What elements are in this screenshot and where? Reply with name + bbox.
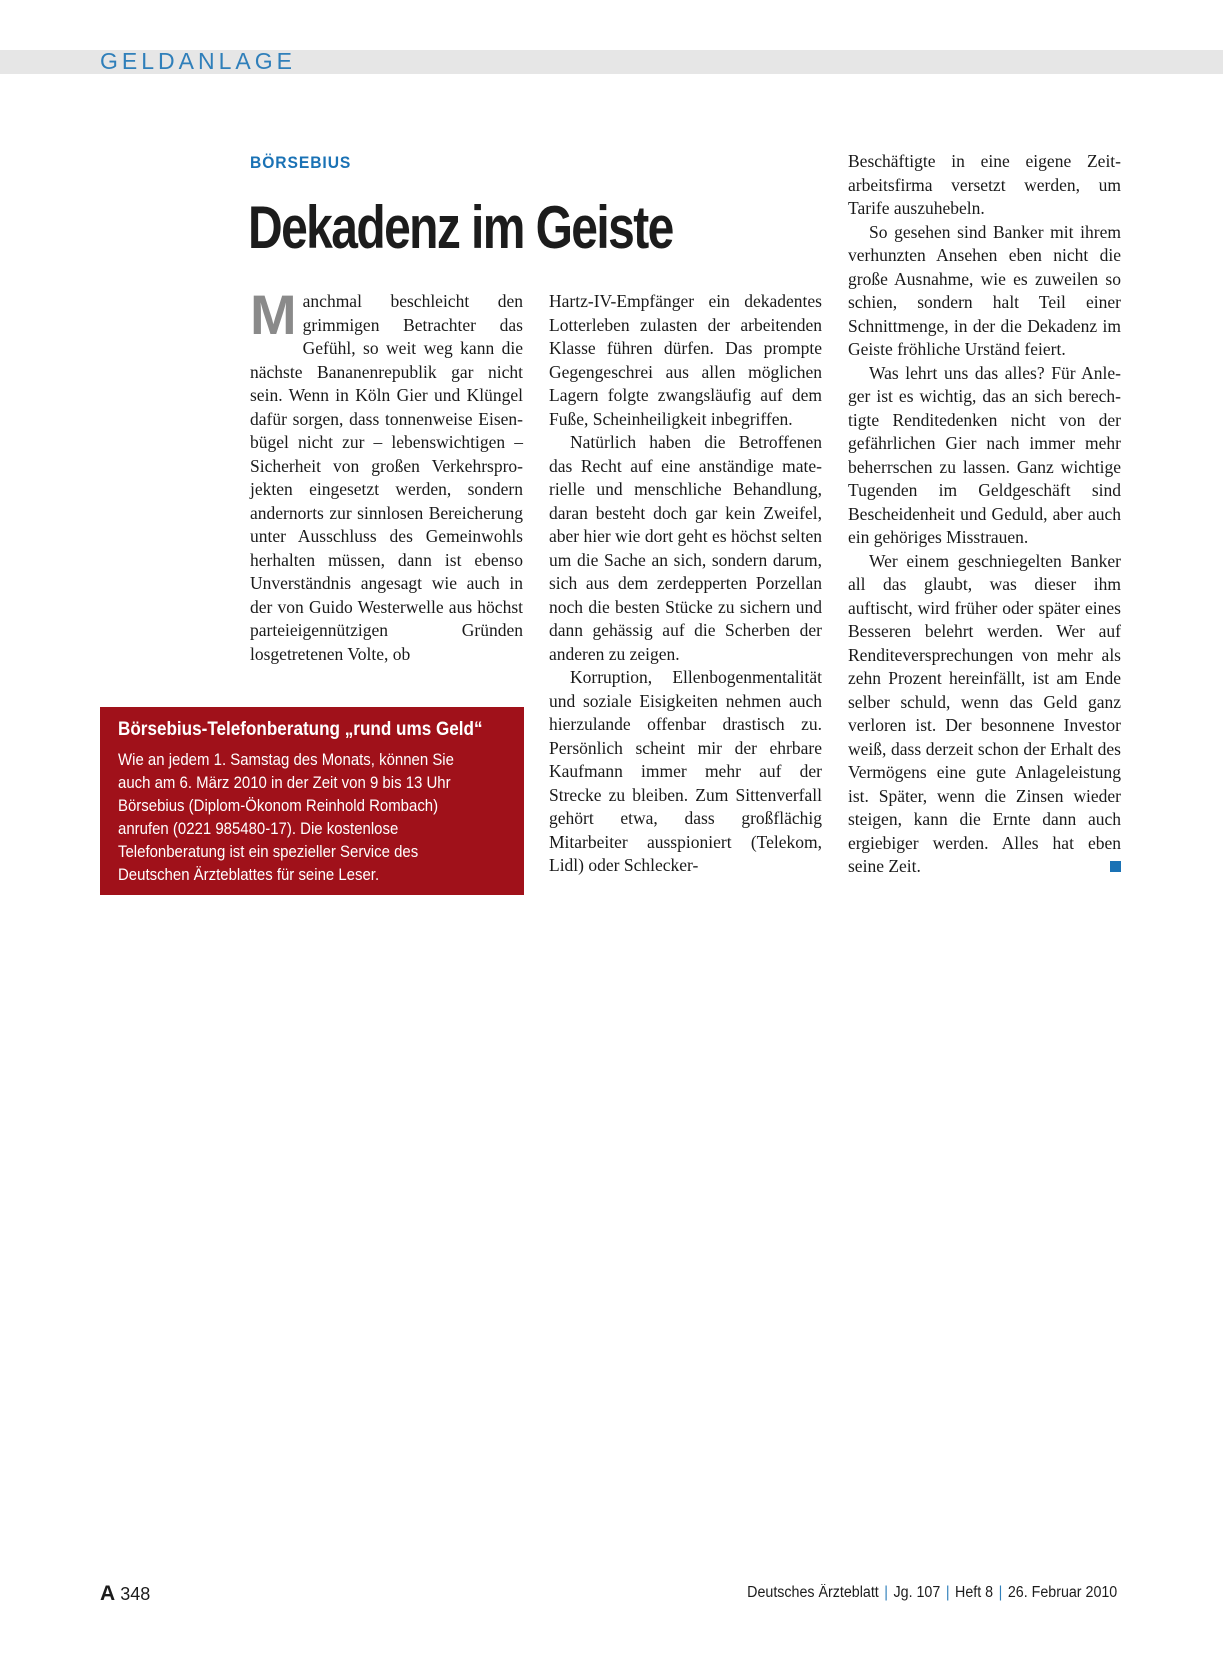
footer-citation — [747, 1584, 1117, 1602]
drop-cap: M — [250, 283, 297, 346]
paragraph — [250, 283, 523, 666]
end-mark-icon — [1110, 861, 1121, 872]
paragraph — [848, 550, 1121, 879]
article-column-3 — [848, 150, 1121, 879]
page-prefix: A — [100, 1582, 116, 1605]
paragraph-text: Wer einem geschniegelten Banker all das glaubt, was dieser ihm auftischt, wird früher oder später eines Besseren belehrt werden. Wer auf Renditeversprechungen von mehr als zehn Prozent hereinfällt, ist am Ende selber schuld, wenn das Geld ganz verloren ist. Der besonnene Investor weiß, dass derzeit schon der Erhalt des Vermögens eine gute Anlageleistung ist. Später, wenn die Zinsen wieder steigen, kann die Ernte dann auch ergiebiger werden. Alles hat eben seine Zeit. — [848, 550, 1121, 876]
article-column-1 — [250, 283, 523, 666]
paragraph: Korruption, Ellenbogenmentalität und soziale Eisigkeiten nehmen auch hierzulande offenbar drastisch zu. Persönlich scheint mir der ehrbare Kaufmann immer mehr auf der Strecke zu bleiben. Zum Sittenverfall gehört etwa, dass großflächig Mitarbeiter ausspioniert (Telekom, Lidl) oder Schlecker- — [549, 667, 822, 875]
separator: | — [998, 1584, 1003, 1601]
paragraph-text: anchmal beschleicht den grimmigen Betrachter das Gefühl, so weit weg kann die nächste Bananenrepublik gar nicht sein. Wenn in Köln Gier und Klüngel dafür sorgen, dass tonnenweise Eisenbügel nicht zur – lebenswichtigen – Sicherheit von großen Verkehrsprojekten eingesetzt werden, sondern andernorts zur sinnlosen Bereicherung unter Ausschluss des Gemeinwohls herhalten müssen, dann ist ebenso Unverständnis angesagt wie auch in der von Guido Westerwelle aus höchst parteieigennützigen Gründen losgetretenen Volte, ob — [250, 291, 523, 664]
article-title: Dekadenz im Geiste — [248, 194, 673, 261]
paragraph: Was lehrt uns das alles? Für Anleger ist es wichtig, das an sich berechtigte Renditedenken nicht von der gefährlichen Gier nach immer mehr beherrschen zu lassen. Ganz wichtige Tugenden im Geldgeschäft sind Bescheidenheit und Geduld, aber auch ein gehöriges Misstrauen. — [848, 362, 1121, 547]
page-number-value: 348 — [120, 1584, 151, 1604]
section-label: GELDANLAGE — [100, 48, 296, 74]
paragraph: Beschäftigte in eine eigene Zeitarbeitsfirma versetzt werden, um Tarife auszuhebeln. — [848, 151, 1121, 218]
journal-date: 26. Februar 2010 — [1007, 1584, 1117, 1601]
journal-volume: Jg. 107 — [893, 1584, 941, 1601]
journal-name: Deutsches Ärzteblatt — [746, 1584, 879, 1601]
article-kicker: BÖRSEBIUS — [250, 153, 352, 172]
info-box — [100, 707, 524, 895]
info-box-body: Wie an jedem 1. Samstag des Monats, können Sie auch am 6. März 2010 in der Zeit von 9 bis 13 Uhr Börsebius (Diplom-Ökonom Reinhold Rombach) anrufen (0221 985480-17). Die kostenlose Telefonberatung ist ein spezieller Service des Deutschen Ärzteblattes für seine Leser. — [118, 750, 454, 884]
journal-issue: Heft 8 — [954, 1584, 993, 1601]
article-column-2 — [549, 290, 822, 878]
page-number — [100, 1582, 150, 1606]
paragraph: Natürlich haben die Betroffenen das Recht auf eine anständige materielle und menschliche Behandlung, daran besteht doch gar kein Zweifel, aber hier wie dort geht es höchst selten um die Sache an sich, sondern darum, sich aus dem zerdepperten Porzellan noch die besten Stücke zu sichern und dann gehässig auf die Scherben der anderen zu zeigen. — [549, 432, 822, 664]
info-box-title: Börsebius-Telefonberatung „rund ums Geld“ — [118, 719, 483, 740]
separator: | — [945, 1584, 950, 1601]
separator: | — [884, 1584, 888, 1601]
paragraph: Hartz-IV-Empfänger ein dekadentes Lotterleben zulasten der arbeitenden Klasse führen dürfen. Das prompte Gegengeschrei aus allen möglichen Lagern folgte zwangsläufig auf dem Fuße, Scheinheiligkeit inbegriffen. — [549, 291, 822, 429]
paragraph: So gesehen sind Banker mit ihrem verhunzten Ansehen eben nicht die große Ausnahme, wie es zuweilen so schien, sondern halt Teil einer Schnittmenge, in der die Dekadenz im Geiste fröhliche Urständ feiert. — [848, 221, 1121, 359]
